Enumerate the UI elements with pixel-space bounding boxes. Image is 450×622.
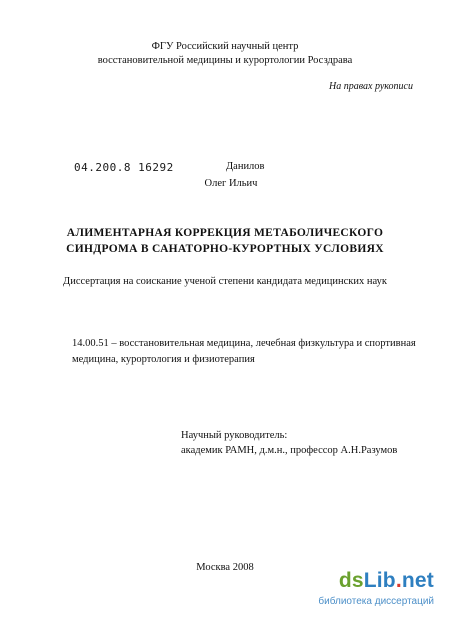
thesis-statement: Диссертация на соискание ученой степени кандидата медицинских наук — [63, 276, 387, 287]
supervisor-label: Научный руководитель: — [181, 430, 288, 441]
thesis-title-line-1: АЛИМЕНТАРНАЯ КОРРЕКЦИЯ МЕТАБОЛИЧЕСКОГО — [66, 227, 384, 239]
watermark-tagline: библиотека диссертаций — [318, 596, 434, 607]
supervisor-name: академик РАМН, д.м.н., профессор А.Н.Разумов — [181, 445, 398, 456]
author-given-names: Олег Ильич — [204, 178, 258, 189]
thesis-title-line-2: СИНДРОМА В САНАТОРНО-КУРОРТНЫХ УСЛОВИЯХ — [66, 243, 384, 255]
dslib-watermark — [292, 568, 440, 614]
logo-part-ds: ds — [338, 569, 364, 592]
specialty-line-1: 14.00.51 – восстановительная медицина, лечебная физкультура и спортивная — [72, 338, 416, 349]
organization-line-1: ФГУ Российский научный центр — [151, 41, 299, 52]
organization-line-2: восстановительной медицины и курортологии Росздрава — [97, 55, 353, 66]
place-and-year: Москва 2008 — [196, 562, 254, 573]
logo-part-net: net — [401, 569, 434, 592]
specialty-line-2: медицина, курортология и физиотерапия — [72, 354, 255, 365]
logo-part-lib: Lib — [363, 569, 396, 592]
manuscript-rights-note: На правах рукописи — [329, 81, 413, 92]
author-surname: Данилов — [226, 161, 265, 172]
logo-part-dot: . — [395, 569, 402, 592]
dslib-logo — [339, 568, 434, 594]
catalog-stamp-number: 04.200.8 16292 — [74, 161, 174, 174]
